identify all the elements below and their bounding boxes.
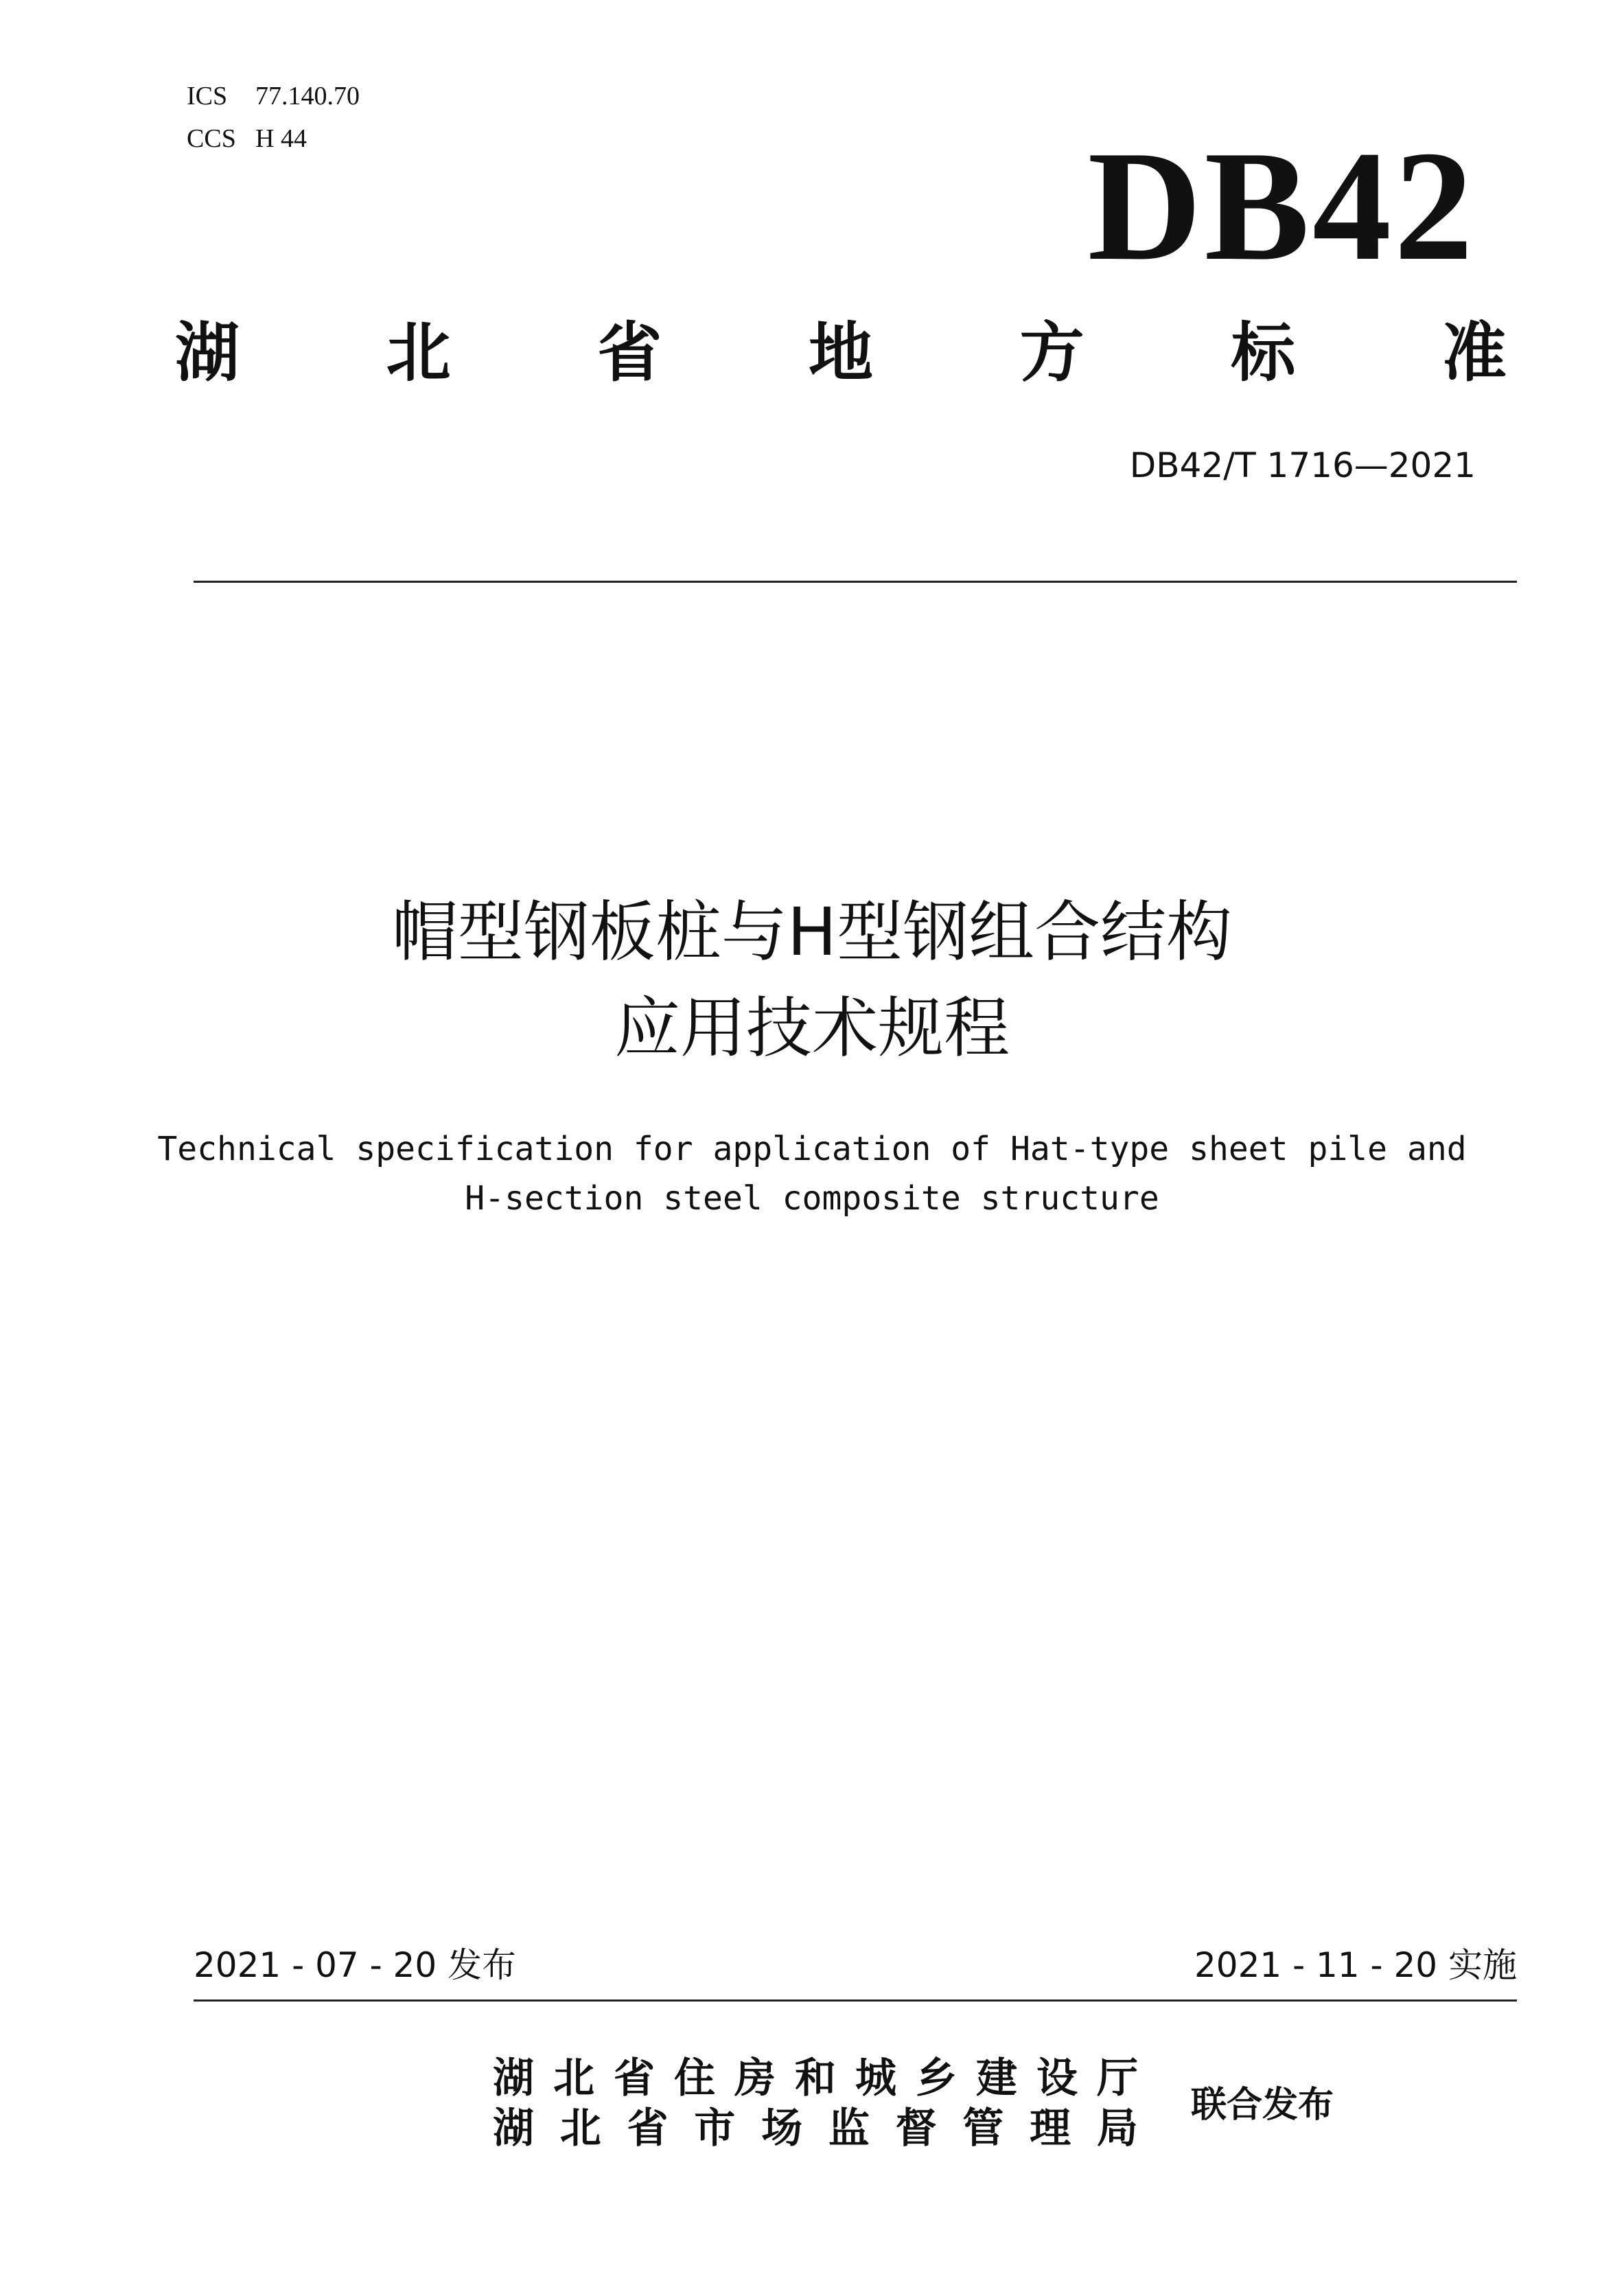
standard-type-char: 标 <box>1231 316 1296 391</box>
joint-release-label: 联合发布 <box>1191 2085 1334 2126</box>
issuer-line-1 <box>493 2051 1138 2106</box>
standard-type-char: 方 <box>1019 316 1084 391</box>
issuer-char: 建 <box>976 2054 1017 2102</box>
standard-number: DB42/T 1716—2021 <box>1129 445 1476 485</box>
issuer-char: 理 <box>1030 2104 1071 2153</box>
standard-type-char: 准 <box>1441 316 1507 391</box>
standard-type-heading <box>175 312 1507 395</box>
issuer-char: 厅 <box>1097 2054 1138 2102</box>
issuer-char: 设 <box>1036 2054 1078 2102</box>
issuer-char: 督 <box>895 2104 937 2153</box>
bottom-divider <box>194 1999 1517 2002</box>
ccs-value: H 44 <box>255 124 307 153</box>
ics-label: ICS <box>187 82 228 111</box>
standard-type-char: 地 <box>808 316 873 391</box>
ics-value: 77.140.70 <box>255 82 360 111</box>
issuer-char: 和 <box>795 2054 836 2102</box>
standard-type-char: 省 <box>597 316 662 391</box>
issuer-line-2 <box>493 2101 1138 2156</box>
issuer-char: 湖 <box>493 2104 534 2153</box>
ics-code <box>187 81 360 111</box>
ccs-label: CCS <box>187 124 236 153</box>
standard-type-char: 北 <box>386 316 451 391</box>
ccs-code <box>187 124 307 154</box>
issuer-char: 房 <box>734 2054 776 2102</box>
standard-type-char: 湖 <box>175 316 240 391</box>
issuer-char: 城 <box>855 2054 896 2102</box>
issuer-char: 北 <box>553 2054 594 2102</box>
issuer-char: 市 <box>694 2104 736 2153</box>
issuer-char: 北 <box>559 2104 601 2153</box>
issuer-char: 场 <box>761 2104 803 2153</box>
issuer-char: 湖 <box>493 2054 534 2102</box>
standard-mark: DB42 <box>1087 118 1476 293</box>
issuer-char: 省 <box>614 2054 655 2102</box>
title-en-line-2: H-section steel composite structure <box>465 1179 1159 1218</box>
title-cn-line-1: 帽型钢板桩与H型钢组合结构 <box>391 894 1233 971</box>
issuer-char: 管 <box>962 2104 1004 2153</box>
issue-date: 2021 - 07 - 20 发布 <box>194 1945 517 1985</box>
implement-date: 2021 - 11 - 20 实施 <box>1194 1945 1517 1985</box>
issuer-char: 住 <box>674 2054 715 2102</box>
title-cn-line-2: 应用技术规程 <box>614 990 1010 1067</box>
top-divider <box>194 581 1517 583</box>
issuer-char: 乡 <box>916 2054 957 2102</box>
title-en-line-1: Technical specification for application of Hat-type sheet pile and <box>157 1130 1467 1168</box>
issuer-char: 监 <box>828 2104 870 2153</box>
issuer-char: 局 <box>1096 2104 1138 2153</box>
issuer-char: 省 <box>627 2104 669 2153</box>
